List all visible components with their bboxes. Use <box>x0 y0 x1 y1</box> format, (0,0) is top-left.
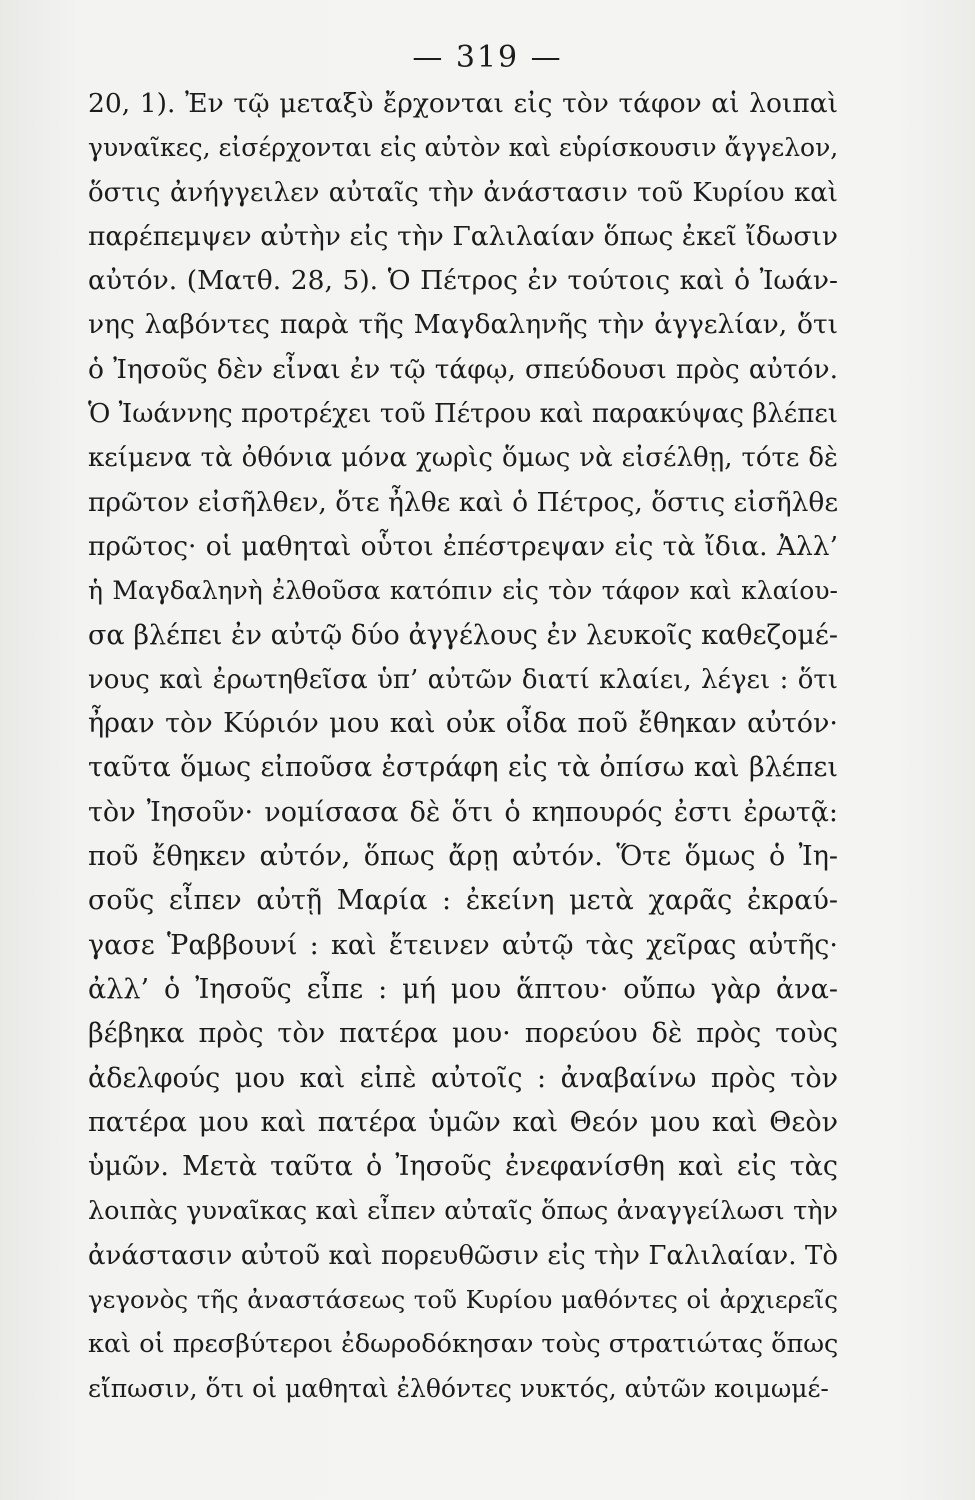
text-line: σοῦς εἶπεν αὐτῇ Μαρία : ἐκείνη μετὰ χαρᾶς ἐκραύ- <box>88 885 838 917</box>
text-line: νης λαβόντες παρὰ τῆς Μαγδαληνῆς τὴν ἀγγελίαν, ὅτι <box>88 309 838 341</box>
text-line: γεγονὸς τῆς ἀναστάσεως τοῦ Κυρίου μαθόντες οἱ ἀρχιερεῖς <box>88 1285 838 1315</box>
text-line: πρῶτον εἰσῆλθεν, ὅτε ἦλθε καὶ ὁ Πέτρος, ὅστις εἰσῆλθε <box>88 486 839 518</box>
text-line: ἀνάστασιν αὐτοῦ καὶ πορευθῶσιν εἰς τὴν Γαλιλαίαν. Τὸ <box>88 1240 838 1271</box>
text-line: γασε Ῥαββουνί : καὶ ἔτεινεν αὐτῷ τὰς χεῖρας αὐτῆς· <box>88 929 838 961</box>
text-line: ὅστις ἀνήγγειλεν αὐταῖς τὴν ἀνάστασιν τοῦ Κυρίου καὶ <box>88 177 838 208</box>
text-line: πατέρα μου καὶ πατέρα ὑμῶν καὶ Θεόν μου καὶ Θεὸν <box>88 1106 838 1138</box>
text-line: ποῦ ἔθηκεν αὐτόν, ὅπως ἄρῃ αὐτόν. Ὅτε ὅμως ὁ Ἰη- <box>88 841 838 873</box>
text-line: ὁ Ἰησοῦς δὲν εἶναι ἐν τῷ τάφῳ, σπεύδουσι πρὸς αὐτόν. <box>88 353 838 385</box>
text-line: ταῦτα ὅμως εἰποῦσα ἐστράφη εἰς τὰ ὀπίσω καὶ βλέπει <box>88 752 838 784</box>
text-line: 20, 1). Ἐν τῷ μεταξὺ ἔρχονται εἰς τὸν τάφον αἱ λοιπαὶ <box>88 88 838 119</box>
text-line: ἦραν τὸν Κύριόν μου καὶ οὐκ οἶδα ποῦ ἔθηκαν αὐτόν· <box>88 708 838 740</box>
text-line: νους καὶ ἐρωτηθεῖσα ὑπ’ αὐτῶν διατί κλαίει, λέγει : ὅτι <box>88 664 838 695</box>
text-line: Ὁ Ἰωάννης προτρέχει τοῦ Πέτρου καὶ παρακύψας βλέπει <box>88 399 838 430</box>
text-line: παρέπεμψεν αὐτὴν εἰς τὴν Γαλιλαίαν ὅπως ἐκεῖ ἴδωσιν <box>88 220 838 252</box>
text-line: ἀλλ’ ὁ Ἰησοῦς εἶπε : μή μου ἅπτου· οὔπω γὰρ ἀνα- <box>88 973 838 1005</box>
text-line: τὸν Ἰησοῦν· νομίσασα δὲ ὅτι ὁ κηπουρός ἐστι ἐρωτᾷ: <box>88 796 838 828</box>
text-line: γυναῖκες, εἰσέρχονται εἰς αὐτὸν καὶ εὑρίσκουσιν ἄγγελον, <box>88 133 839 163</box>
text-line: ἡ Μαγδαληνὴ ἐλθοῦσα κατόπιν εἰς τὸν τάφον καὶ κλαίου- <box>88 576 838 606</box>
text-line: πρῶτος· οἱ μαθηταὶ οὗτοι ἐπέστρεψαν εἰς τὰ ἴδια. Ἀλλ’ <box>88 530 838 562</box>
text-line: βέβηκα πρὸς τὸν πατέρα μου· πορεύου δὲ πρὸς τοὺς <box>88 1018 838 1050</box>
text-line: ἀδελφούς μου καὶ εἰπὲ αὐτοῖς : ἀναβαίνω πρὸς τὸν <box>88 1062 838 1094</box>
text-line: εἴπωσιν, ὅτι οἱ μαθηταὶ ἐλθόντες νυκτός, αὐτῶν κοιμωμέ- <box>88 1373 829 1403</box>
body-text <box>88 82 838 1411</box>
text-line: ὑμῶν. Μετὰ ταῦτα ὁ Ἰησοῦς ἐνεφανίσθη καὶ εἰς τὰς <box>88 1151 838 1183</box>
text-line: σα βλέπει ἐν αὐτῷ δύο ἀγγέλους ἐν λευκοῖς καθεζομέ- <box>88 619 838 651</box>
text-line: κείμενα τὰ ὀθόνια μόνα χωρὶς ὅμως νὰ εἰσέλθῃ, τότε δὲ <box>88 443 838 474</box>
text-line: αὐτόν. (Ματθ. 28, 5). Ὁ Πέτρος ἐν τούτοις καὶ ὁ Ἰωάν- <box>88 265 838 297</box>
page-number: — 319 — <box>412 40 563 75</box>
text-line: λοιπὰς γυναῖκας καὶ εἶπεν αὐταῖς ὅπως ἀναγγείλωσι τὴν <box>88 1196 838 1227</box>
text-line: καὶ οἱ πρεσβύτεροι ἐδωροδόκησαν τοὺς στρατιώτας ὅπως <box>88 1329 839 1360</box>
